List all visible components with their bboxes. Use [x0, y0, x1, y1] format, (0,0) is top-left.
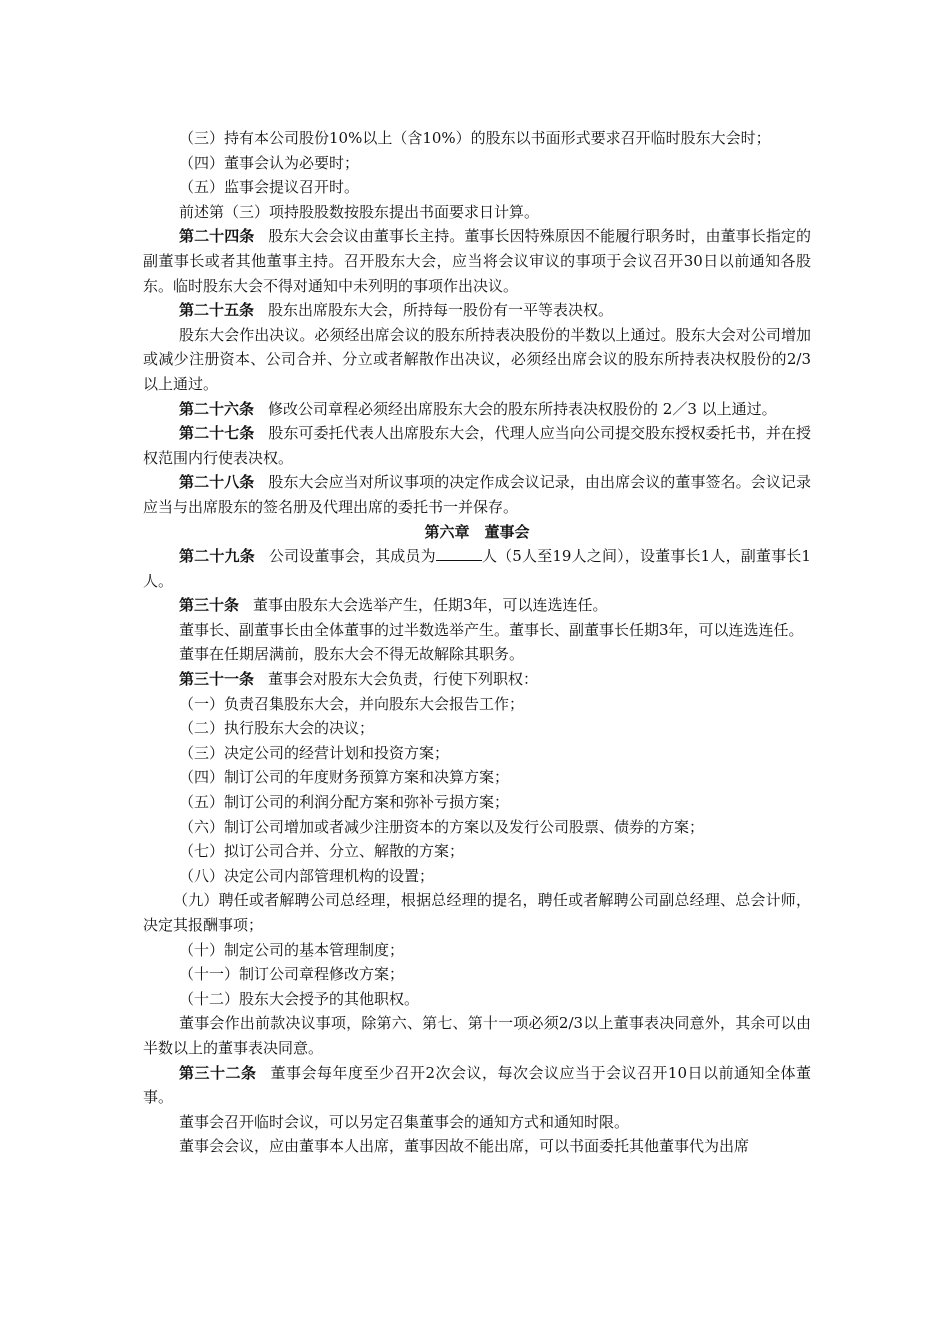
power-item: （四）制订公司的年度财务预算方案和决算方案；: [179, 768, 510, 787]
article-24-text: 股东大会会议由董事长主持。董事长因特殊原因不能履行职务时，由董事长指定的副董事长或者其他董事主持。召开股东大会，应当将会议审议的事项于会议召开30日以前通知各股东。临时股东大会不得对通知中未列明的事项作出决议。: [143, 227, 811, 295]
article-27: [143, 421, 811, 470]
article-32: [143, 1061, 811, 1110]
paragraph-item-5: （五）监事会提议召开时。: [179, 178, 360, 197]
article-30: [143, 593, 811, 618]
chapter-heading: 第六章 董事会: [424, 522, 530, 541]
article-26-text: 修改公司章程必须经出席股东大会的股东所持表决权股份的 2／3 以上通过。: [268, 399, 777, 418]
paragraph-item-4: （四）董事会认为必要时；: [179, 153, 360, 172]
member-count-blank: [436, 560, 482, 561]
article-25-number: 第二十五条: [179, 301, 255, 320]
article-31-paragraph-2: 董事会作出前款决议事项，除第六、第七、第十一项必须2/3以上董事表决同意外，其余可以由半数以上的董事表决同意。: [143, 1014, 811, 1057]
article-29-text-after: 人（5人至19人之间），设董事长1人，副董事长1人。: [143, 547, 811, 590]
article-30-text: 董事由股东大会选举产生，任期3年，可以连选连任。: [253, 596, 608, 615]
article-30-paragraph-2: 董事长、副董事长由全体董事的过半数选举产生。董事长、副董事长任期3年，可以连选连任。: [179, 620, 804, 639]
article-28-text: 股东大会应当对所议事项的决定作成会议记录，由出席会议的董事签名。会议记录应当与出席股东的签名册及代理出席的委托书一并保存。: [143, 473, 811, 516]
article-26: [143, 397, 811, 422]
article-24-number: 第二十四条: [179, 227, 255, 246]
power-item: （十）制定公司的基本管理制度；: [179, 940, 405, 959]
article-30-number: 第三十条: [179, 596, 240, 615]
article-32-number: 第三十二条: [179, 1063, 257, 1082]
power-item: （三）决定公司的经营计划和投资方案；: [179, 743, 450, 762]
article-29-number: 第二十九条: [179, 547, 255, 566]
article-29: [143, 544, 811, 593]
power-item: （五）制订公司的利润分配方案和弥补亏损方案；: [179, 793, 510, 812]
article-28: [143, 470, 811, 519]
power-item: （十一）制订公司章程修改方案；: [179, 965, 405, 984]
article-30-paragraph-3: 董事在任期居满前，股东大会不得无故解除其职务。: [179, 645, 525, 664]
article-31-text: 董事会对股东大会负责，行使下列职权：: [268, 670, 539, 689]
power-item: （十二）股东大会授予的其他职权。: [179, 989, 420, 1008]
power-item: （二）执行股东大会的决议；: [179, 719, 375, 738]
article-32-paragraph-3: 董事会会议，应由董事本人出席，董事因故不能出席，可以书面委托其他董事代为出席: [179, 1137, 750, 1156]
article-32-paragraph-2: 董事会召开临时会议，可以另定召集董事会的通知方式和通知时限。: [179, 1112, 630, 1131]
article-31: [143, 667, 811, 692]
article-27-number: 第二十七条: [179, 424, 255, 443]
article-25-paragraph-2: 股东大会作出决议。必须经出席会议的股东所持表决股份的半数以上通过。股东大会对公司增加或减少注册资本、公司合并、分立或者解散作出决议，必须经出席会议的股东所持表决权股份的2/3以上通过。: [143, 325, 811, 393]
paragraph-note: 前述第（三）项持股股数按股东提出书面要求日计算。: [179, 202, 540, 221]
power-item: （九）聘任或者解聘公司总经理，根据总经理的提名，聘任或者解聘公司副总经理、总会计师，决定其报酬事项；: [143, 891, 811, 934]
article-28-number: 第二十八条: [179, 473, 255, 492]
article-26-number: 第二十六条: [179, 399, 255, 418]
article-29-text-before: 公司设董事会，其成员为: [268, 547, 436, 566]
article-27-text: 股东可委托代表人出席股东大会，代理人应当向公司提交股东授权委托书，并在授权范围内行使表决权。: [143, 424, 811, 467]
article-25: [143, 298, 811, 323]
article-31-number: 第三十一条: [179, 670, 255, 689]
power-item: （七）拟订公司合并、分立、解散的方案；: [179, 842, 465, 861]
document-page: [143, 126, 811, 1159]
power-item: （八）决定公司内部管理机构的设置；: [179, 866, 435, 885]
power-item: （六）制订公司增加或者减少注册资本的方案以及发行公司股票、债券的方案；: [179, 817, 705, 836]
power-item: （一）负责召集股东大会，并向股东大会报告工作；: [179, 694, 525, 713]
article-24: [143, 224, 811, 298]
paragraph-item-3: （三）持有本公司股份10%以上（含10%）的股东以书面形式要求召开临时股东大会时；: [179, 129, 771, 147]
article-32-text: 董事会每年度至少召开2次会议，每次会议应当于会议召开10日以前通知全体董事。: [143, 1063, 811, 1107]
article-25-text: 股东出席股东大会，所持每一股份有一平等表决权。: [268, 301, 614, 320]
